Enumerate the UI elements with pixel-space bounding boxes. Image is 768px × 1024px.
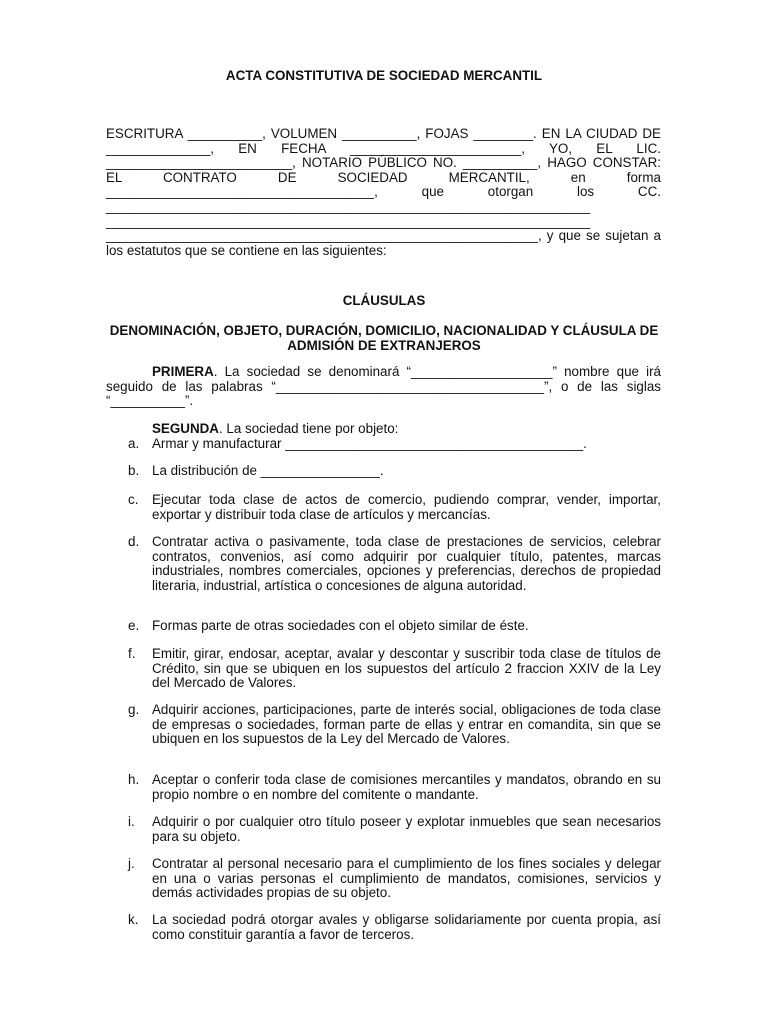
list-item-text: Emitir, girar, endosar, aceptar, avalar y descontar y suscribir toda clase de títulos de Crédito, sin que se ubiquen en los supuestos del artículo 2 fraccion XXIV de la Ley del Mercado de Valores.	[152, 646, 661, 691]
list-item-letter: a.	[128, 436, 140, 451]
list-item-letter: e.	[128, 618, 140, 633]
list-item-text: La distribución de ________________.	[152, 463, 384, 478]
clausula-segunda	[152, 422, 662, 437]
list-item-letter: k.	[128, 912, 139, 927]
primera-text: . La sociedad se denominará “___________________” nombre que irá seguido de las palabras “____________________________________”, o de las siglas “__________”.	[106, 364, 661, 409]
list-item-letter: j.	[128, 856, 135, 871]
primera-label: PRIMERA	[152, 364, 214, 379]
list-item-letter: b.	[128, 463, 140, 478]
list-item-text: Contratar activa o pasivamente, toda clase de prestaciones de servicios, celebrar contratos, convenios, así como adquirir por cualquier título, patentes, marcas industriales, nombres comerciales, opciones y preferencias, derechos de propiedad literaria, industrial, artística o concesiones de alguna autoridad.	[152, 534, 661, 593]
list-item-letter: c.	[128, 492, 139, 507]
list-item-text: Aceptar o conferir toda clase de comisiones mercantiles y mandatos, obrando en su propio nombre o en nombre del comitente o mandante.	[152, 772, 661, 802]
escritura-paragraph: ESCRITURA __________, VOLUMEN __________, FOJAS ________. EN LA CIUDAD DE ______________, EN FECHA _______________________, YO, EL LIC. _________________________, NOTARIO PÚBLICO NO. __________, HAGO CONSTAR: EL CONTRATO DE SOCIEDAD MERCANTIL, en forma ____________________________________, que otorgan los CC. _________________________________________________________________ _________________________________________________________________ __________________________________________________________, y que se sujetan a los estatutos que se contiene en las siguientes:	[106, 126, 661, 258]
clausula-primera	[106, 365, 661, 409]
list-item-text: Contratar al personal necesario para el cumplimiento de los fines sociales y delegar en una o varias personas el cumplimiento de mandatos, comisiones, servicios y demás actividades propias de su objeto.	[152, 856, 661, 901]
list-item-letter: h.	[128, 772, 140, 787]
list-item-letter: f.	[128, 646, 136, 661]
list-item-text: Adquirir acciones, participaciones, parte de interés social, obligaciones de toda clase de empresas o sociedades, forman parte de ellas y entrar en comandita, sin que se ubiquen en los supuestos de la Ley del Mercado de Valores.	[152, 702, 661, 747]
segunda-label: SEGUNDA	[152, 421, 219, 436]
list-item-text: Ejecutar toda clase de actos de comercio, pudiendo comprar, vender, importar, exportar y distribuir toda clase de artículos y mercancías.	[152, 492, 661, 522]
list-item-letter: g.	[128, 702, 140, 717]
list-item-text: Adquirir o por cualquier otro título poseer y explotar inmuebles que sean necesarios para su objeto.	[152, 814, 661, 844]
document-title: ACTA CONSTITUTIVA DE SOCIEDAD MERCANTIL	[225, 68, 543, 83]
list-item-letter: d.	[128, 534, 140, 549]
segunda-text: . La sociedad tiene por objeto:	[218, 421, 399, 436]
list-item-text: La sociedad podrá otorgar avales y obligarse solidariamente por cuenta propia, así como constituir garantía a favor de terceros.	[152, 912, 661, 942]
section-heading	[104, 324, 664, 353]
clausulas-heading: CLÁUSULAS	[342, 293, 426, 308]
list-item-text: Armar y manufacturar ________________________________________.	[152, 436, 587, 451]
list-item-text: Formas parte de otras sociedades con el objeto similar de éste.	[152, 618, 529, 633]
list-item-letter: i.	[128, 814, 135, 829]
section-heading-text: DENOMINACIÓN, OBJETO, DURACIÓN, DOMICILIO, NACIONALIDAD Y CLÁUSULA DE ADMISIÓN DE EXTRANJEROS	[109, 323, 659, 353]
